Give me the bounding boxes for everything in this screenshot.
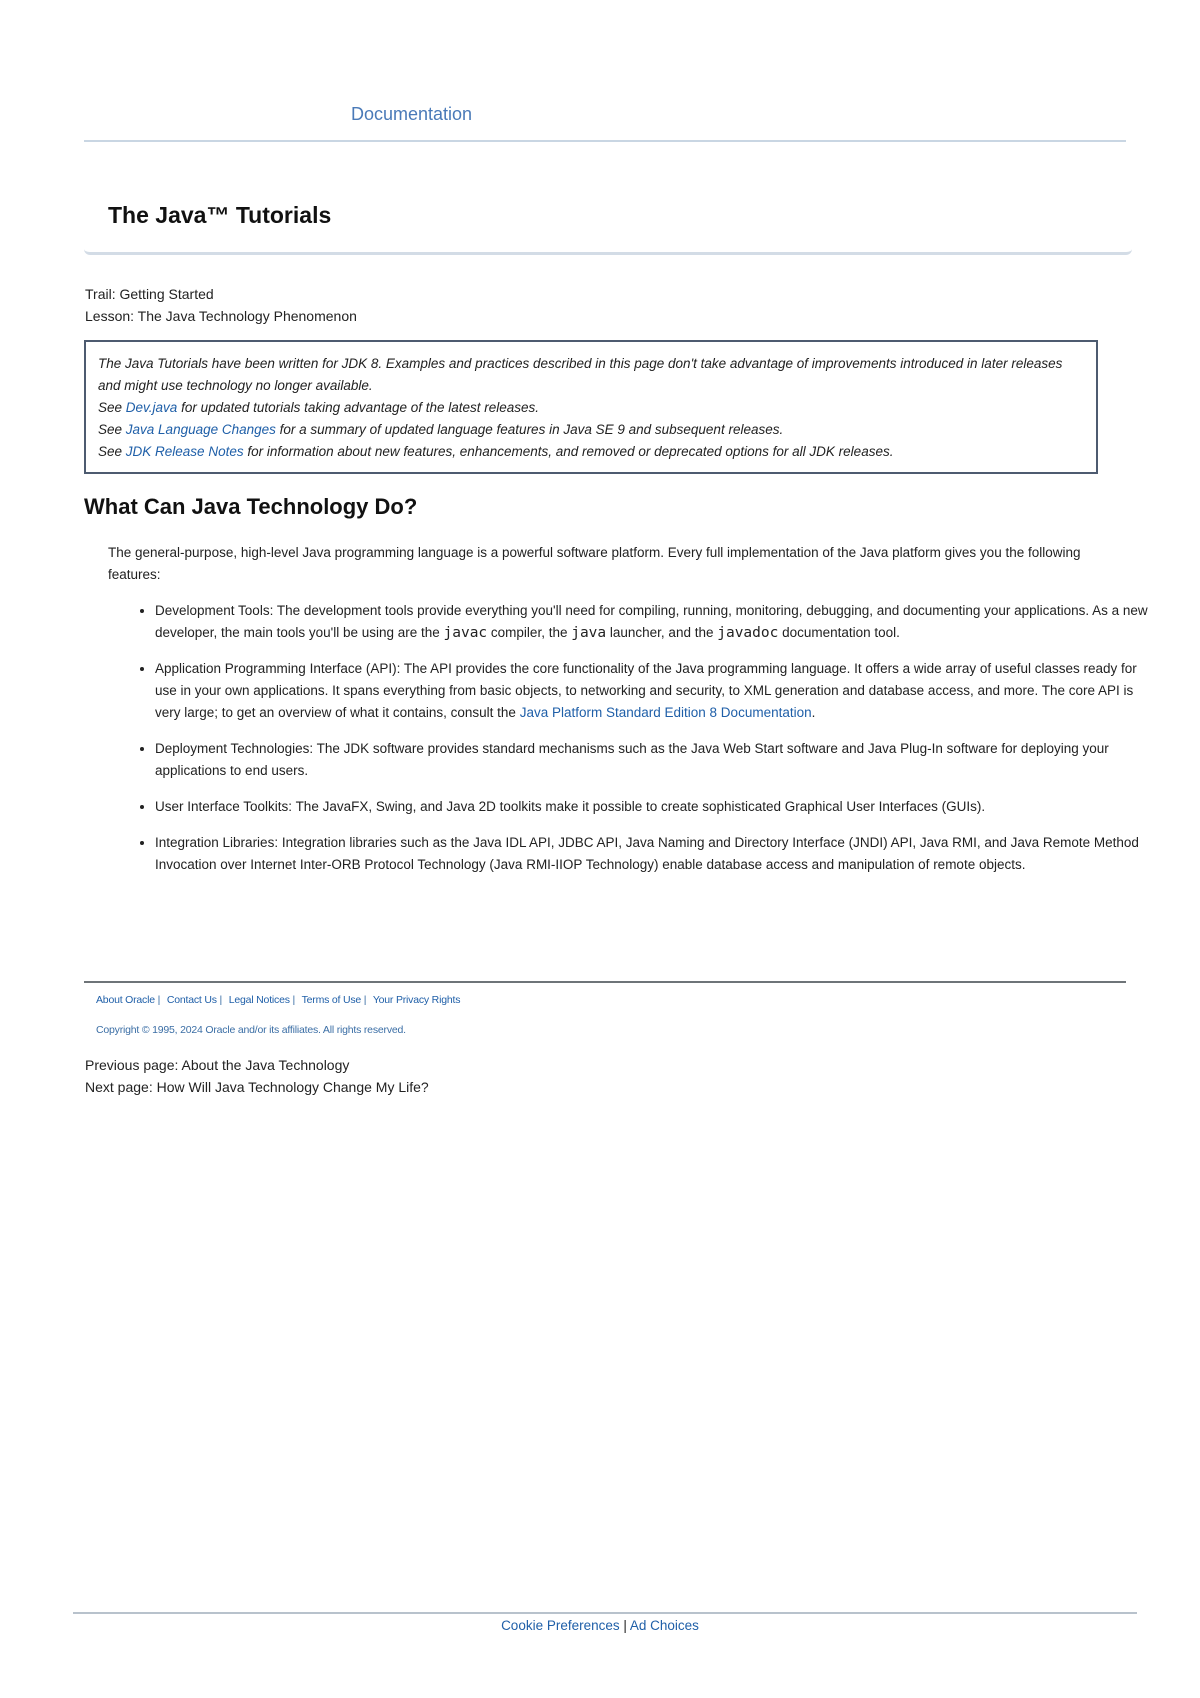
separator: | [219,994,223,1006]
java-se8-documentation-link[interactable]: Java Platform Standard Edition 8 Documentation [519,705,812,720]
feature-list [108,600,1153,890]
devjava-link[interactable]: Dev.java [125,400,178,415]
feature-text: Application Programming Interface (API): The API provides the core functionality of the Java programming language. It offers a wide array of useful classes ready for use in your own applications. It spans everything from basic objects, to networking and security, to XML generation and database access, and more. The core API is very large; to get an overview of what it contains, consult the [155,661,1137,720]
jdk-release-notes-link[interactable]: JDK Release Notes [125,444,244,459]
notice-see-text: See [98,444,126,459]
page-navigation [85,1054,429,1098]
feature-text: documentation tool. [778,625,900,640]
javac-code: javac [443,625,488,641]
javadoc-code: javadoc [717,625,779,641]
lesson-label: Lesson: [85,308,138,324]
trail-name: Getting Started [119,286,214,302]
feature-text: Development Tools: The development tools provide everything you'll need for compiling, running, monitoring, debugging, and documenting your applications. As a new developer, the main tools you'll be using are the [155,603,1148,640]
feature-integration-libraries: • Integration Libraries: Integration libraries such as the Java IDL API, JDBC API, Java Naming and Directory Interface (JNDI) API, Java RMI, and Java Remote Method Invocation over Internet Inter-ORB Protocol Technology (Java RMI-IIOP Technology) enable database access and manipulation of remote objects. [155,832,1153,876]
next-page [85,1076,429,1098]
feature-text: launcher, and the [606,625,718,640]
notice-devjava-line [98,397,1086,419]
contact-us-link[interactable]: Contact Us [166,994,217,1006]
previous-label: Previous page: [85,1057,182,1073]
next-page-title: How Will Java Technology Change My Life? [156,1079,429,1095]
lesson-line [85,305,357,327]
previous-page [85,1054,429,1076]
legal-notices-link[interactable]: Legal Notices [228,994,290,1006]
separator: | [619,1618,630,1633]
section-heading: What Can Java Technology Do? [84,494,418,519]
next-label: Next page: [85,1079,157,1095]
breadcrumb [85,283,357,327]
footer-divider [84,981,1126,983]
feature-text: compiler, the [487,625,572,640]
documentation-link[interactable]: Documentation [351,104,473,124]
notice-intro: The Java Tutorials have been written for JDK 8. Examples and practices described in this page don't take advantage of improvements introduced in later releases and might use technology no longer available. [98,356,1063,393]
notice-language-changes-text: for a summary of updated language features in Java SE 9 and subsequent releases. [275,422,784,437]
privacy-rights-link[interactable]: Your Privacy Rights [372,994,461,1006]
feature-api [155,658,1153,724]
notice-see-text: See [98,422,126,437]
top-navigation-bar [84,88,1126,142]
page-title: The Java™ Tutorials [108,202,332,228]
bottom-divider [73,1612,1137,1614]
notice-devjava-text: for updated tutorials taking advantage of the latest releases. [177,400,540,415]
notice-release-notes-text: for information about new features, enhancements, and removed or deprecated options for all JDK releases. [243,444,894,459]
section-intro: The general-purpose, high-level Java programming language is a powerful software platform. Every full implementation of the Java platform gives you the following features: [108,545,1081,582]
java-language-changes-link[interactable]: Java Language Changes [125,422,276,437]
bottom-links [0,1618,1200,1633]
notice-language-changes-line [98,419,1086,441]
jdk-version-notice [84,340,1098,474]
legal-links [96,994,460,1006]
notice-release-notes-line [98,441,1086,463]
feature-development-tools [155,600,1153,644]
tutorial-banner [84,186,1132,255]
terms-of-use-link[interactable]: Terms of Use [301,994,362,1006]
previous-page-title: About the Java Technology [181,1057,350,1073]
feature-ui-toolkits: • User Interface Toolkits: The JavaFX, Swing, and Java 2D toolkits make it possible to create sophisticated Graphical User Interfaces (GUIs). [155,796,1153,818]
trail-line [85,283,357,305]
separator: | [363,994,367,1006]
trail-label: Trail: [85,286,120,302]
separator: | [157,994,161,1006]
copyright-link[interactable]: Copyright © 1995, 2024 Oracle and/or its affiliates. All rights reserved. [96,1024,406,1036]
feature-deployment-technologies: • Deployment Technologies: The JDK software provides standard mechanisms such as the Java Web Start software and Java Plug-In software for deploying your applications to end users. [155,738,1153,782]
lesson-name: The Java Technology Phenomenon [137,308,357,324]
cookie-preferences-link[interactable]: Cookie Preferences [501,1618,620,1633]
about-oracle-link[interactable]: About Oracle [96,994,155,1006]
separator: | [292,994,296,1006]
java-code: java [571,625,607,641]
feature-text: . [811,705,816,720]
ad-choices-link[interactable]: Ad Choices [629,1618,699,1633]
notice-see-text: See [98,400,126,415]
